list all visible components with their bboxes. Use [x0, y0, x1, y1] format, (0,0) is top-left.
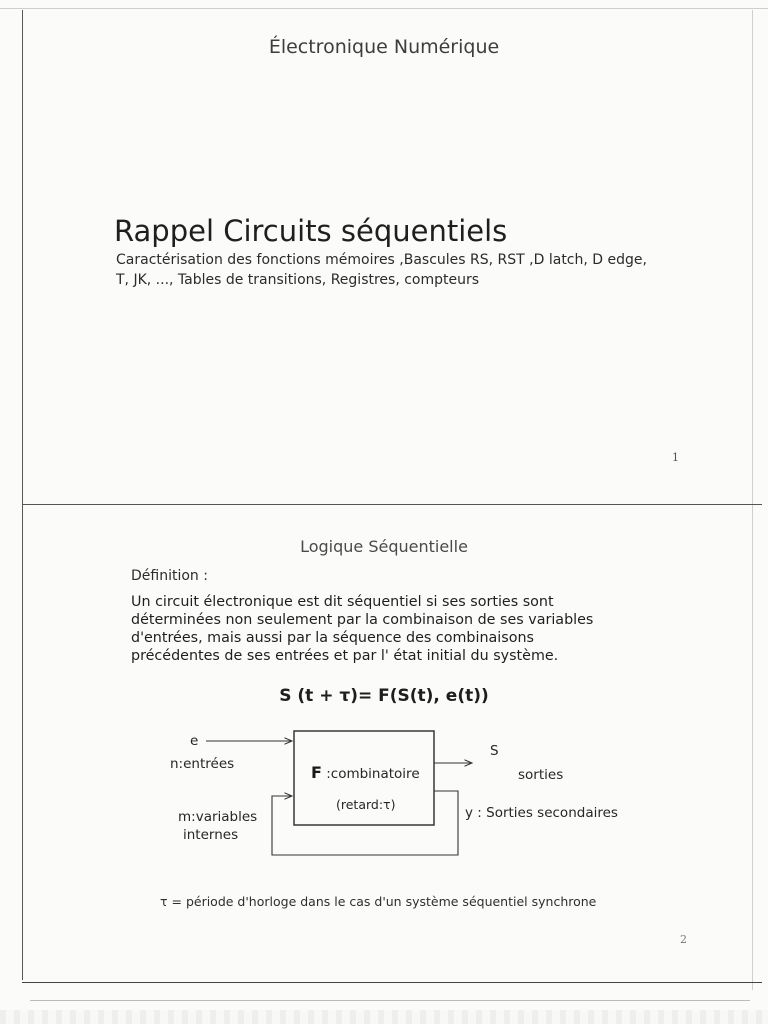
output-desc-label: sorties	[518, 767, 564, 783]
block-delay-label: (retard:τ)	[336, 797, 396, 812]
slide-2	[0, 506, 768, 984]
definition-line-4: précédentes de ses entrées et par l' état initial du système.	[131, 648, 559, 664]
scan-bottom-edge	[22, 982, 762, 983]
clock-period-footnote: τ = période d'horloge dans le cas d'un système séquentiel synchrone	[160, 894, 597, 909]
page-number-2: 2	[680, 933, 687, 946]
subtitle-line-1: Caractérisation des fonctions mémoires ,Bascules RS, RST ,D latch, D edge,	[116, 252, 647, 268]
definition-line-1: Un circuit électronique est dit séquentiel si ses sorties sont	[131, 594, 554, 610]
definition-line-2: déterminées non seulement par la combinaison de ses variables	[131, 612, 594, 628]
sequential-formula: S (t + τ)= F(S(t), e(t))	[279, 686, 489, 706]
scan-bottom-edge-2	[30, 1000, 750, 1001]
secondary-outputs-label: y : Sorties secondaires	[465, 805, 618, 821]
input-desc-label: n:entrées	[170, 756, 235, 772]
internal-vars-line-1: m:variables	[178, 809, 258, 825]
slide-1	[0, 0, 768, 504]
sequential-circuit-diagram	[0, 506, 768, 984]
page-number-1: 1	[672, 451, 679, 464]
block-label	[311, 763, 420, 782]
course-title: Électronique Numérique	[268, 36, 500, 58]
scan-noise-strip	[0, 1010, 768, 1024]
output-s-label: S	[490, 743, 499, 759]
main-heading: Rappel Circuits séquentiels	[114, 214, 508, 248]
subtitle-line-2: T, JK, ..., Tables de transitions, Registres, compteurs	[116, 272, 480, 288]
internal-vars-line-2: internes	[183, 827, 239, 843]
slide-separator	[22, 504, 762, 505]
slide-2-title: Logique Séquentielle	[300, 537, 468, 556]
definition-line-3: d'entrées, mais aussi par la séquence des combinaisons	[131, 630, 534, 646]
block-desc: :combinatoire	[321, 766, 420, 782]
definition-label: Définition :	[131, 568, 208, 584]
block-bold-letter: F	[311, 763, 322, 782]
input-e-label: e	[190, 733, 199, 749]
